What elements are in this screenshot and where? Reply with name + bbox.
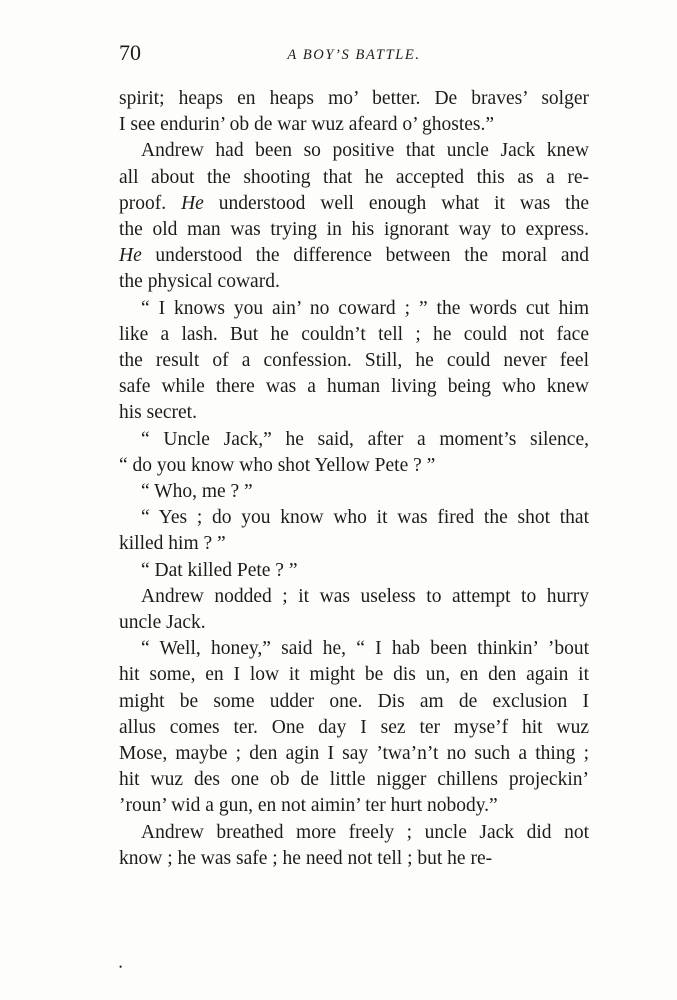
text-line: “ do you know who shot Yellow Pete ? ” — [119, 454, 436, 476]
text-line: hit some, en I low it might be dis un, en den again it — [119, 664, 589, 686]
text-line: like a lash. But he couldn’t tell ; he could not face — [119, 323, 589, 345]
paragraph — [119, 558, 589, 584]
text-line: all about the shooting that he accepted this as a re- — [119, 166, 589, 188]
text-line: safe while there was a human living being who knew — [119, 376, 589, 398]
text-line: the result of a confession. Still, he could never feel — [119, 350, 589, 372]
body-text — [119, 86, 589, 872]
text-line: “ Who, me ? ” — [141, 481, 253, 503]
text-line: I see endurin’ ob de war wuz afeard o’ ghostes.” — [119, 114, 495, 136]
text-line: spirit; heaps en heaps mo’ better. De braves’ solger — [119, 88, 589, 109]
text-line: proof. He understood well enough what it was the — [119, 192, 589, 214]
paragraph — [119, 636, 589, 819]
text-line: “ Dat killed Pete ? ” — [141, 559, 298, 581]
paragraph — [119, 505, 589, 557]
paragraph — [119, 479, 589, 505]
page-number: 70 — [119, 40, 141, 65]
text-line: the old man was trying in his ignorant way to express. — [119, 219, 589, 241]
text-line: Andrew had been so positive that uncle Jack knew — [141, 140, 589, 162]
text-line: the physical coward. — [119, 271, 280, 293]
text-line: Mose, maybe ; den agin I say ’twa’n’t no such a thing ; — [119, 743, 589, 765]
running-title: A BOY’S BATTLE. — [287, 47, 421, 63]
text-line: know ; he was safe ; he need not tell ; but he re- — [119, 847, 493, 869]
text-line: “ Well, honey,” said he, “ I hab been thinkin’ ’bout — [141, 638, 589, 660]
paragraph — [119, 584, 589, 636]
text-line: Andrew nodded ; it was useless to attempt to hurry — [141, 585, 589, 607]
page-header — [119, 40, 589, 70]
text-line: Andrew breathed more freely ; uncle Jack did not — [141, 821, 589, 843]
text-line: uncle Jack. — [119, 612, 206, 634]
paragraph — [119, 427, 589, 479]
text-line: allus comes ter. One day I sez ter myse’f hit wuz — [119, 716, 589, 738]
text-line: ’roun’ wid a gun, en not aimin’ ter hurt nobody.” — [119, 795, 498, 817]
text-line: “ I knows you ain’ no coward ; ” the words cut him — [141, 297, 589, 319]
text-line: might be some udder one. Dis am de exclusion I — [119, 690, 589, 712]
text-line: his secret. — [119, 402, 197, 424]
text-line: killed him ? ” — [119, 533, 226, 555]
paragraph — [119, 820, 589, 872]
paragraph — [119, 296, 589, 427]
text-line: “ Yes ; do you know who it was fired the shot that — [141, 507, 589, 529]
paragraph — [119, 138, 589, 295]
text-line: “ Uncle Jack,” he said, after a moment’s silence, — [141, 428, 589, 450]
text-line: hit wuz des one ob de little nigger chillens projeckin’ — [119, 769, 589, 791]
footer-mark: • — [119, 962, 123, 972]
paragraph — [119, 86, 589, 138]
text-line: He understood the difference between the moral and — [119, 245, 589, 267]
